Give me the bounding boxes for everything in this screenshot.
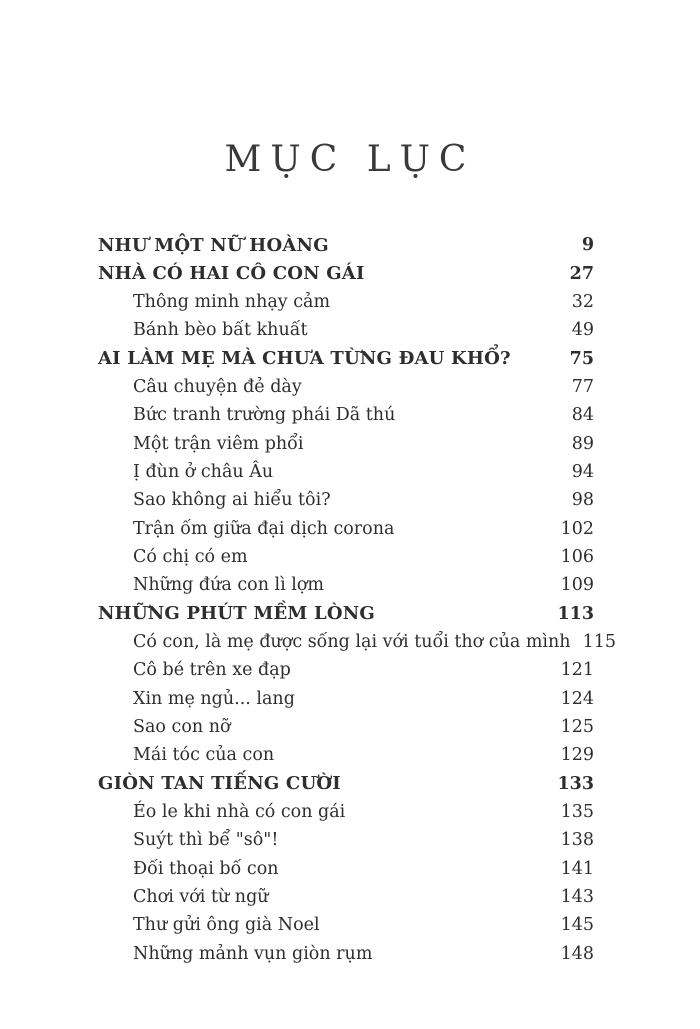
toc-entry-label: Ị đùn ở châu Âu: [133, 461, 274, 482]
toc-entry-page-number: 102: [560, 518, 594, 539]
toc-row: [98, 231, 594, 259]
toc-entry-label: Bánh bèo bất khuất: [133, 320, 308, 341]
toc-row: [98, 599, 594, 627]
toc-entry-page-number: 141: [560, 858, 594, 879]
toc-entry-label: Xin mẹ ngủ... lang: [133, 688, 295, 709]
toc-entry-label: Cô bé trên xe đạp: [133, 660, 291, 681]
toc-entry-page-number: 121: [560, 660, 594, 681]
toc-row: [98, 940, 594, 968]
toc-entry-page-number: 27: [569, 263, 594, 284]
toc-row: [98, 486, 594, 514]
toc-entry-page-number: 75: [569, 348, 594, 369]
toc-entry-label: Thư gửi ông già Noel: [133, 915, 320, 936]
toc-row: [98, 741, 594, 769]
toc-entry-page-number: 49: [571, 320, 594, 341]
toc-entry-label: Éo le khi nhà có con gái: [133, 802, 346, 823]
toc-entry-page-number: 143: [560, 887, 594, 908]
toc-row: [98, 571, 594, 599]
toc-row: [98, 288, 594, 316]
toc-entry-label: Một trận viêm phổi: [133, 433, 304, 454]
toc-row: [98, 458, 594, 486]
toc-row: [98, 656, 594, 684]
toc-entry-label: Câu chuyện đẻ dày: [133, 376, 302, 397]
toc-entry-page-number: 77: [571, 376, 594, 397]
toc-entry-label: Những mảnh vụn giòn rụm: [133, 943, 373, 964]
toc-entry-label: Những đứa con lì lợm: [133, 575, 325, 596]
toc-entry-page-number: 84: [571, 405, 594, 426]
toc-entry-page-number: 135: [560, 802, 594, 823]
toc-entry-page-number: 129: [560, 745, 594, 766]
toc-row: [98, 429, 594, 457]
toc-entry-label: Có con, là mẹ được sống lại với tuổi thơ của mình: [133, 631, 571, 652]
toc-row: [98, 514, 594, 542]
toc-row: [98, 798, 594, 826]
toc-entry-page-number: 32: [571, 291, 594, 312]
toc-row: [98, 826, 594, 854]
toc-entry-label: Trận ốm giữa đại dịch corona: [133, 518, 395, 539]
toc-row: [98, 316, 594, 344]
toc-entry-page-number: 9: [581, 235, 594, 256]
toc-row: [98, 401, 594, 429]
toc-entry-page-number: 133: [557, 773, 594, 794]
toc-entry-label: Mái tóc của con: [133, 745, 275, 766]
toc-entry-page-number: 94: [571, 461, 594, 482]
toc-row: [98, 259, 594, 287]
table-of-contents: [98, 231, 616, 968]
toc-entry-page-number: 124: [560, 688, 594, 709]
toc-row: [98, 344, 594, 372]
toc-entry-label: Đối thoại bố con: [133, 858, 279, 879]
toc-row: [98, 628, 616, 656]
toc-entry-label: Sao không ai hiểu tôi?: [133, 490, 331, 511]
toc-row: [98, 685, 594, 713]
toc-entry-page-number: 148: [560, 943, 594, 964]
toc-entry-label: NHÀ CÓ HAI CÔ CON GÁI: [98, 263, 365, 285]
toc-row: [98, 713, 594, 741]
toc-entry-label: Suýt thì bể "sô"!: [133, 830, 279, 851]
toc-row: [98, 373, 594, 401]
toc-entry-label: NHƯ MỘT NỮ HOÀNG: [98, 234, 329, 256]
toc-entry-page-number: 145: [560, 915, 594, 936]
toc-entry-label: Bức tranh trường phái Dã thú: [133, 405, 396, 426]
toc-row: [98, 855, 594, 883]
toc-entry-label: Sao con nỡ: [133, 717, 231, 738]
toc-entry-label: Chơi với từ ngữ: [133, 887, 269, 908]
toc-entry-label: Thông minh nhạy cảm: [133, 291, 331, 312]
toc-row: [98, 883, 594, 911]
toc-row: [98, 543, 594, 571]
toc-entry-label: AI LÀM MẸ MÀ CHƯA TỪNG ĐAU KHỔ?: [98, 348, 511, 370]
toc-entry-label: NHỮNG PHÚT MỀM LÒNG: [98, 603, 375, 625]
toc-entry-page-number: 125: [560, 717, 594, 738]
toc-entry-page-number: 106: [560, 546, 594, 567]
toc-entry-label: GIÒN TAN TIẾNG CƯỜI: [98, 773, 341, 795]
toc-entry-label: Có chị có em: [133, 546, 248, 567]
toc-row: [98, 770, 594, 798]
toc-entry-page-number: 113: [557, 603, 594, 624]
toc-entry-page-number: 98: [571, 490, 594, 511]
toc-entry-page-number: 109: [560, 575, 594, 596]
toc-row: [98, 911, 594, 939]
page-title: MỤC LỤC: [224, 139, 476, 180]
toc-entry-page-number: 115: [582, 631, 616, 652]
toc-entry-page-number: 89: [571, 433, 594, 454]
toc-entry-page-number: 138: [560, 830, 594, 851]
